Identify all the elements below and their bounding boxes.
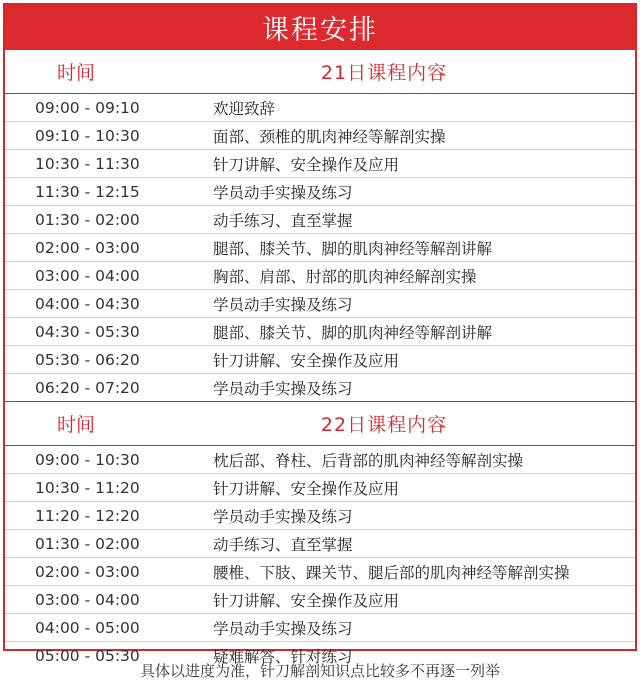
topic-cell: 动手练习、直至掌握 [213,211,353,230]
table-row [5,446,635,474]
time-cell: 03:00 - 04:00 [35,590,140,609]
topic-cell: 学员动手实操及练习 [213,619,353,638]
topic-cell: 欢迎致辞 [213,99,276,118]
table-row [5,374,635,401]
topic-cell: 腿部、膝关节、脚的肌肉神经等解剖讲解 [213,239,493,258]
time-cell: 10:30 - 11:20 [35,478,140,497]
time-cell: 11:20 - 12:20 [35,506,140,525]
section-header [5,402,635,446]
topic-cell: 面部、颈椎的肌肉神经等解剖实操 [213,127,446,146]
topic-cell: 动手练习、直至掌握 [213,535,353,554]
time-cell: 04:30 - 05:30 [35,322,140,341]
time-cell: 10:30 - 11:30 [35,154,140,173]
table-row [5,262,635,290]
section-day-22 [5,401,635,669]
time-cell: 03:00 - 04:00 [35,266,140,285]
topic-cell: 针刀讲解、安全操作及应用 [213,351,400,370]
topic-cell: 针刀讲解、安全操作及应用 [213,479,400,498]
table-row [5,94,635,122]
section-header [5,50,635,94]
time-cell: 01:30 - 02:00 [35,534,140,553]
schedule-frame [3,3,637,666]
table-row [5,318,635,346]
schedule-rows [5,446,635,669]
table-row [5,150,635,178]
time-cell: 05:00 - 05:30 [35,646,140,665]
table-row [5,474,635,502]
section-day-21 [5,50,635,401]
topic-cell: 学员动手实操及练习 [213,295,353,314]
table-row [5,290,635,318]
schedule-rows [5,94,635,401]
topic-cell: 疑难解答、针对练习 [213,647,353,666]
time-cell: 02:00 - 03:00 [35,238,140,257]
topic-cell: 学员动手实操及练习 [213,379,353,398]
table-row [5,206,635,234]
time-cell: 04:00 - 05:00 [35,618,140,637]
topic-cell: 学员动手实操及练习 [213,183,353,202]
table-row [5,234,635,262]
table-row [5,530,635,558]
table-row [5,178,635,206]
time-cell: 09:00 - 10:30 [35,450,140,469]
topic-cell: 胸部、肩部、肘部的肌肉神经解剖实操 [213,267,477,286]
topic-cell: 学员动手实操及练习 [213,507,353,526]
table-row [5,346,635,374]
topic-cell: 枕后部、脊柱、后背部的肌肉神经等解剖实操 [213,451,524,470]
table-row [5,122,635,150]
time-column-header: 时间 [57,62,96,84]
topic-cell: 腰椎、下肢、踝关节、腿后部的肌肉神经等解剖实操 [213,563,570,582]
time-cell: 02:00 - 03:00 [35,562,140,581]
time-cell: 05:30 - 06:20 [35,350,140,369]
time-cell: 09:10 - 10:30 [35,126,140,145]
time-cell: 09:00 - 09:10 [35,98,140,117]
table-row [5,614,635,642]
topic-cell: 腿部、膝关节、脚的肌肉神经等解剖讲解 [213,323,493,342]
topic-cell: 针刀讲解、安全操作及应用 [213,155,400,174]
topic-cell: 针刀讲解、安全操作及应用 [213,591,400,610]
table-row [5,502,635,530]
time-column-header: 时间 [57,414,96,436]
content-column-header: 22日课程内容 [320,414,448,436]
table-row [5,558,635,586]
footer-note: 具体以进度为准，针刀解剖知识点比较多不再逐一列举 [139,662,500,680]
content-column-header: 21日课程内容 [320,62,448,84]
page-title: 课程安排 [5,5,635,50]
time-cell: 04:00 - 04:30 [35,294,140,313]
time-cell: 06:20 - 07:20 [35,378,140,397]
time-cell: 01:30 - 02:00 [35,210,140,229]
table-row [5,586,635,614]
time-cell: 11:30 - 12:15 [35,182,140,201]
